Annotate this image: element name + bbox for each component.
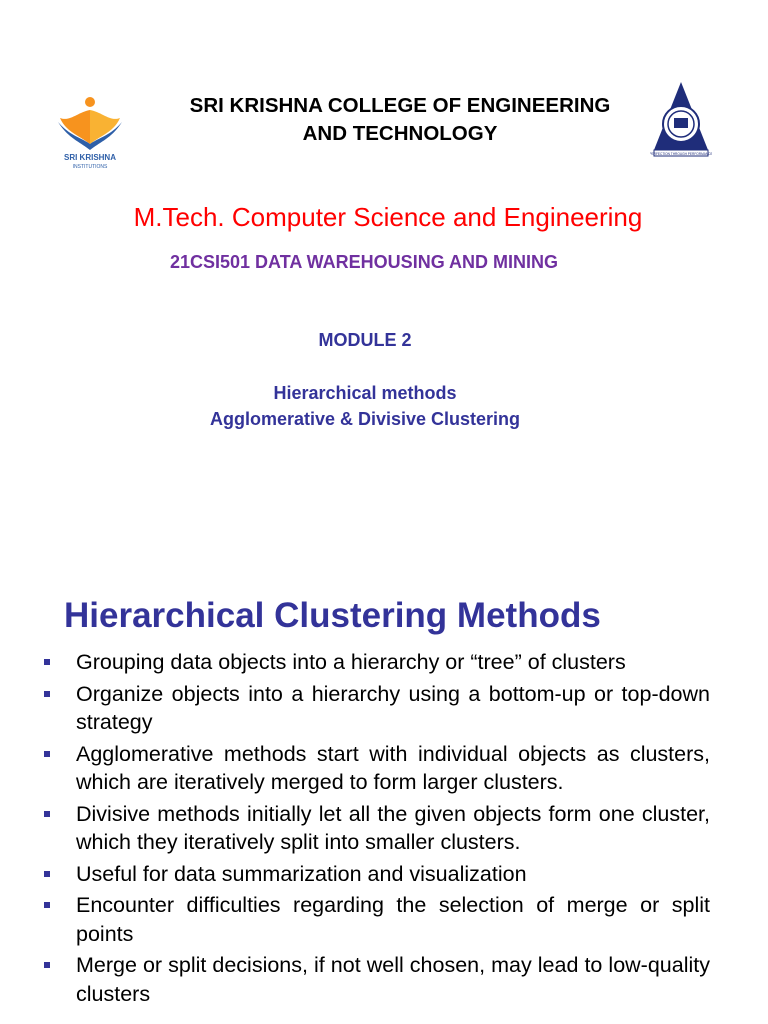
list-item bbox=[44, 951, 710, 1008]
college-name-line1: SRI KRISHNA COLLEGE OF ENGINEERING bbox=[189, 94, 611, 117]
bullet-square-icon bbox=[44, 811, 50, 817]
bullet-text: Grouping data objects into a hierarchy or “tree” of clusters bbox=[76, 650, 626, 674]
topic-line2: Agglomerative & Divisive Clustering bbox=[209, 409, 521, 429]
sri-krishna-institutions-logo bbox=[50, 92, 130, 172]
program-title: M.Tech. Computer Science and Engineering bbox=[133, 202, 643, 232]
slide-heading: Hierarchical Clustering Methods bbox=[64, 596, 601, 635]
list-item bbox=[44, 680, 710, 737]
bullet-square-icon bbox=[44, 871, 50, 877]
bullet-text: Useful for data summarization and visualization bbox=[76, 861, 527, 886]
list-item bbox=[44, 860, 710, 889]
bullet-square-icon bbox=[44, 691, 50, 697]
bullet-square-icon bbox=[44, 902, 50, 908]
bullet-text: Divisive methods initially let all the given objects form one cluster, which they iteratively split into smaller clusters. bbox=[76, 801, 710, 854]
bullet-text: Encounter difficulties regarding the selection of merge or split points bbox=[76, 893, 710, 946]
college-name-line2: AND TECHNOLOGY bbox=[302, 122, 498, 145]
svg-text:SRI KRISHNA: SRI KRISHNA bbox=[63, 153, 117, 162]
bullet-square-icon bbox=[44, 659, 50, 665]
bullet-list bbox=[44, 648, 710, 1011]
list-item bbox=[44, 800, 710, 857]
bullet-text: Agglomerative methods start with individual objects as clusters, which are iteratively merged to form larger clusters. bbox=[76, 741, 710, 794]
bullet-square-icon bbox=[44, 962, 50, 968]
bullet-text: Merge or split decisions, if not well chosen, may lead to low-quality clusters bbox=[76, 953, 710, 1006]
bullet-text: Organize objects into a hierarchy using a bottom-up or top-down strategy bbox=[76, 681, 710, 734]
college-name bbox=[140, 92, 660, 148]
module-label: MODULE 2 bbox=[318, 330, 412, 350]
svg-text:INSTITUTIONS: INSTITUTIONS bbox=[72, 164, 108, 170]
list-item bbox=[44, 648, 710, 677]
topic-line1: Hierarchical methods bbox=[273, 383, 457, 403]
content-slide bbox=[0, 512, 768, 1024]
topic-title bbox=[0, 380, 730, 432]
svg-text:PERFECTION THROUGH PERFORMANCE: PERFECTION THROUGH PERFORMANCE bbox=[650, 152, 712, 156]
list-item bbox=[44, 891, 710, 948]
bullet-square-icon bbox=[44, 751, 50, 757]
course-title: 21CSI501 DATA WAREHOUSING AND MINING bbox=[169, 252, 559, 272]
list-item bbox=[44, 740, 710, 797]
college-emblem-logo bbox=[650, 80, 712, 162]
